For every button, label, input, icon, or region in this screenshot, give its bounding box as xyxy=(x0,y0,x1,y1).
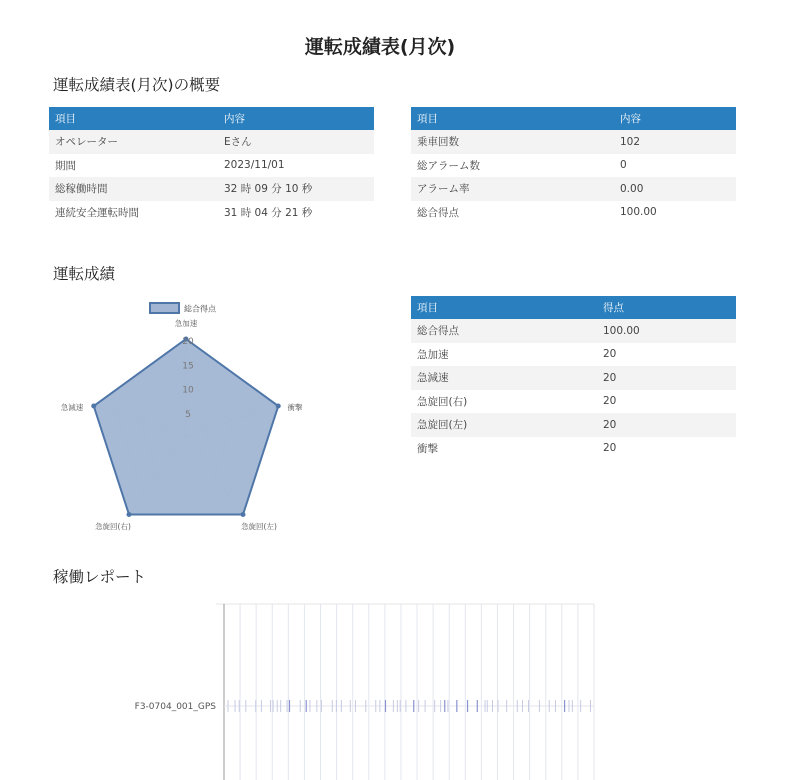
table-header-row xyxy=(49,107,374,130)
table-row xyxy=(49,201,374,225)
table-row xyxy=(49,154,374,178)
column-header: 得点 xyxy=(597,296,736,319)
table-cell: 31 時 04 分 21 秒 xyxy=(218,201,374,225)
table-row xyxy=(49,130,374,154)
table-cell: 総稼働時間 xyxy=(49,177,218,201)
operation-report-heading: 稼働レポート xyxy=(53,568,147,586)
radar-axis-label: 衝撃 xyxy=(287,403,303,412)
column-header: 項目 xyxy=(49,107,218,130)
summary-right-table xyxy=(411,107,736,224)
table-header-row xyxy=(411,296,736,319)
table-row xyxy=(411,154,736,178)
table-row xyxy=(411,413,736,437)
radar-tick-label: 20 xyxy=(182,337,194,347)
operation-timeline-chart xyxy=(120,596,610,780)
timeline-row-label: F3-0704_001_GPS xyxy=(134,702,216,712)
table-cell: 総アラーム数 xyxy=(411,154,614,178)
summary-heading: 運転成績表(月次)の概要 xyxy=(53,76,221,94)
column-header: 内容 xyxy=(614,107,736,130)
table-cell: 0.00 xyxy=(614,177,736,201)
table-cell: 20 xyxy=(597,413,736,437)
table-cell: 100.00 xyxy=(597,319,736,343)
table-row xyxy=(411,437,736,461)
table-row xyxy=(411,201,736,225)
table-row xyxy=(411,319,736,343)
table-cell: 32 時 09 分 10 秒 xyxy=(218,177,374,201)
radar-axis-label: 急減速 xyxy=(60,403,84,412)
summary-left-table xyxy=(49,107,374,224)
radar-tick-label: 15 xyxy=(182,361,194,372)
table-cell: 20 xyxy=(597,437,736,461)
table-cell: 総合得点 xyxy=(411,319,597,343)
table-cell: 期間 xyxy=(49,154,218,178)
legend-swatch xyxy=(150,303,179,313)
performance-table xyxy=(411,296,736,460)
table-cell: 102 xyxy=(614,130,736,154)
table-cell: 連続安全運転時間 xyxy=(49,201,218,225)
legend-label: 総合得点 xyxy=(184,304,216,314)
table-row xyxy=(411,130,736,154)
table-cell: 乗車回数 xyxy=(411,130,614,154)
radar-chart xyxy=(50,295,320,531)
table-cell: 急旋回(右) xyxy=(411,390,597,414)
column-header: 内容 xyxy=(218,107,374,130)
table-row xyxy=(49,177,374,201)
table-cell: 100.00 xyxy=(614,201,736,225)
table-row xyxy=(411,366,736,390)
table-cell: 急旋回(左) xyxy=(411,413,597,437)
radar-tick-label: 5 xyxy=(185,409,191,420)
column-header: 項目 xyxy=(411,107,614,130)
table-cell: 衝撃 xyxy=(411,437,597,461)
radar-point xyxy=(126,512,131,517)
table-cell: 20 xyxy=(597,366,736,390)
table-cell: Eさん xyxy=(218,130,374,154)
table-cell: 急加速 xyxy=(411,343,597,367)
radar-point xyxy=(91,404,96,409)
table-cell: アラーム率 xyxy=(411,177,614,201)
performance-heading: 運転成績 xyxy=(53,265,116,283)
column-header: 項目 xyxy=(411,296,597,319)
radar-point xyxy=(241,512,246,517)
radar-axis-label: 急旋回(左) xyxy=(241,522,277,531)
table-row xyxy=(411,177,736,201)
table-row xyxy=(411,390,736,414)
radar-axis-label: 急加速 xyxy=(174,319,198,328)
table-cell: 総合得点 xyxy=(411,201,614,225)
table-cell: 20 xyxy=(597,390,736,414)
table-header-row xyxy=(411,107,736,130)
table-cell: 0 xyxy=(614,154,736,178)
table-cell: 急減速 xyxy=(411,366,597,390)
table-row xyxy=(411,343,736,367)
table-cell: オペレーター xyxy=(49,130,218,154)
radar-tick-label: 10 xyxy=(182,385,194,396)
table-cell: 2023/11/01 xyxy=(218,154,374,178)
page-title: 運転成績表(月次) xyxy=(304,36,456,58)
table-cell: 20 xyxy=(597,343,736,367)
radar-axis-label: 急旋回(右) xyxy=(95,522,131,531)
radar-point xyxy=(276,404,281,409)
